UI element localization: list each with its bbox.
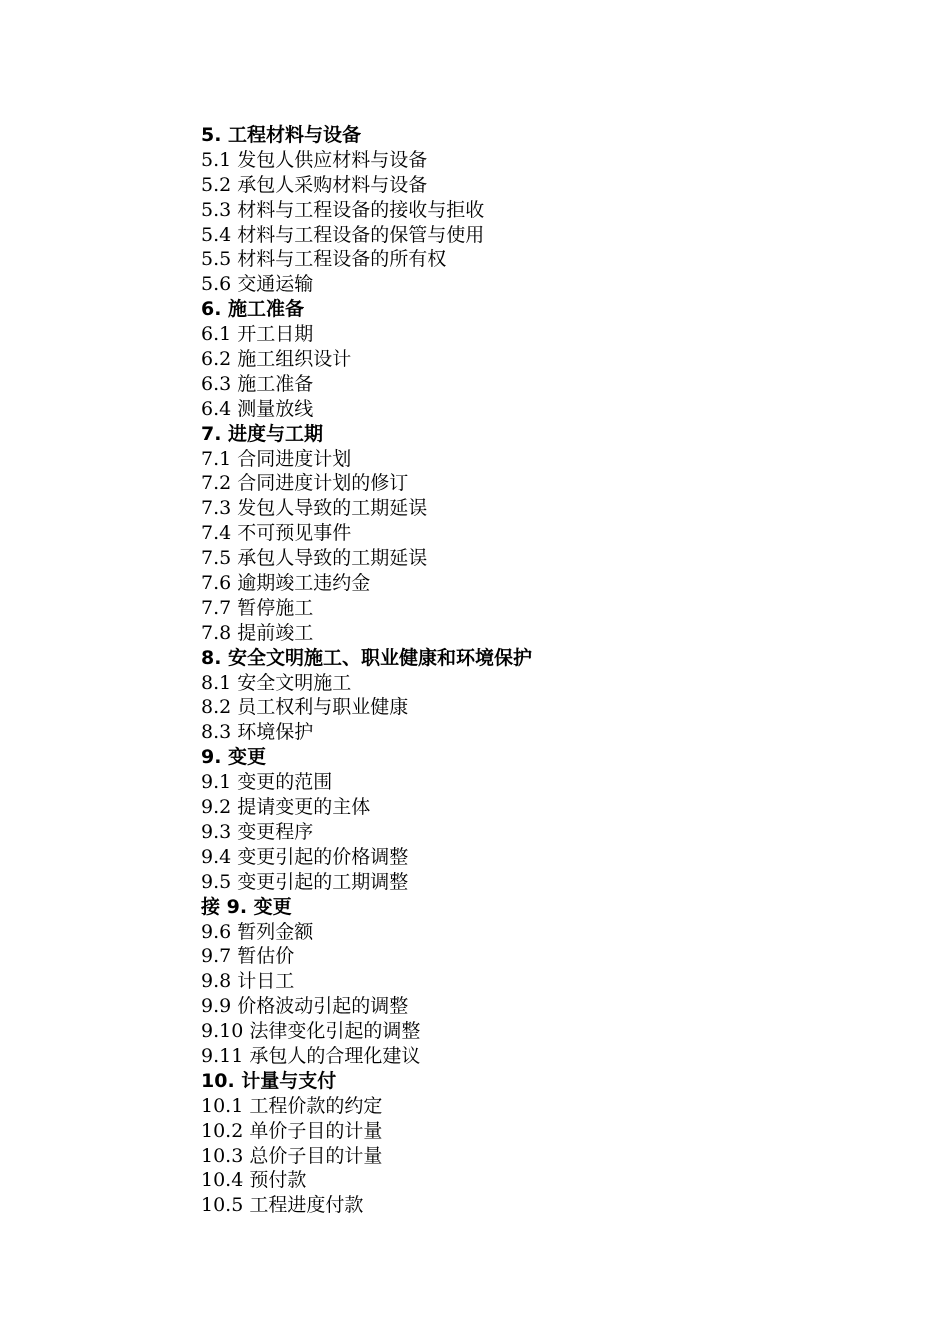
toc-item: 9.8 计日工 — [201, 970, 295, 993]
toc-item: 9.7 暂估价 — [201, 945, 295, 968]
toc-item: 9.3 变更程序 — [201, 820, 314, 843]
toc-item: 5.4 材料与工程设备的保管与使用 — [201, 223, 485, 246]
toc-item: 9.9 价格波动引起的调整 — [201, 995, 409, 1018]
toc-item: 5.1 发包人供应材料与设备 — [201, 148, 428, 171]
toc-item: 6.3 施工准备 — [201, 372, 314, 395]
toc-item: 9.10 法律变化引起的调整 — [201, 1020, 421, 1043]
toc-item: 9.1 变更的范围 — [201, 771, 333, 794]
section-heading: 10. 计量与支付 — [201, 1069, 337, 1092]
toc-item: 7.4 不可预见事件 — [201, 522, 352, 545]
toc-item: 7.5 承包人导致的工期延误 — [201, 547, 428, 570]
toc-item: 6.1 开工日期 — [201, 323, 314, 346]
toc-item: 10.2 单价子目的计量 — [201, 1119, 383, 1142]
toc-item: 5.2 承包人采购材料与设备 — [201, 173, 428, 196]
section-heading: 6. 施工准备 — [201, 298, 305, 321]
toc-item: 5.6 交通运输 — [201, 273, 314, 296]
toc-item: 10.1 工程价款的约定 — [201, 1094, 383, 1117]
toc-item: 7.7 暂停施工 — [201, 596, 314, 619]
toc-item: 10.4 预付款 — [201, 1169, 307, 1192]
section-heading: 8. 安全文明施工、职业健康和环境保护 — [201, 646, 533, 669]
toc-item: 8.3 环境保护 — [201, 721, 314, 744]
toc-item: 5.3 材料与工程设备的接收与拒收 — [201, 198, 485, 221]
document-body — [201, 123, 821, 1218]
toc-item: 7.1 合同进度计划 — [201, 447, 352, 470]
toc-item: 8.1 安全文明施工 — [201, 671, 352, 694]
toc-item: 5.5 材料与工程设备的所有权 — [201, 248, 447, 271]
toc-item: 7.6 逾期竣工违约金 — [201, 572, 371, 595]
toc-item: 6.2 施工组织设计 — [201, 348, 352, 371]
toc-item: 7.3 发包人导致的工期延误 — [201, 497, 428, 520]
toc-item: 9.4 变更引起的价格调整 — [201, 845, 409, 868]
toc-item: 9.5 变更引起的工期调整 — [201, 870, 409, 893]
toc-item: 9.6 暂列金额 — [201, 920, 314, 943]
toc-item: 9.11 承包人的合理化建议 — [201, 1044, 421, 1067]
toc-item: 6.4 测量放线 — [201, 397, 314, 420]
section-heading: 9. 变更 — [201, 746, 267, 769]
section-heading: 5. 工程材料与设备 — [201, 124, 362, 146]
toc-item: 10.5 工程进度付款 — [201, 1194, 364, 1217]
section-heading: 7. 进度与工期 — [201, 422, 324, 445]
toc-item: 8.2 员工权利与职业健康 — [201, 696, 409, 719]
toc-item: 9.2 提请变更的主体 — [201, 796, 371, 819]
section-heading: 接 9. 变更 — [201, 895, 292, 918]
toc-item: 10.3 总价子目的计量 — [201, 1144, 383, 1167]
toc-item: 7.8 提前竣工 — [201, 621, 314, 644]
toc-item: 7.2 合同进度计划的修订 — [201, 472, 409, 495]
